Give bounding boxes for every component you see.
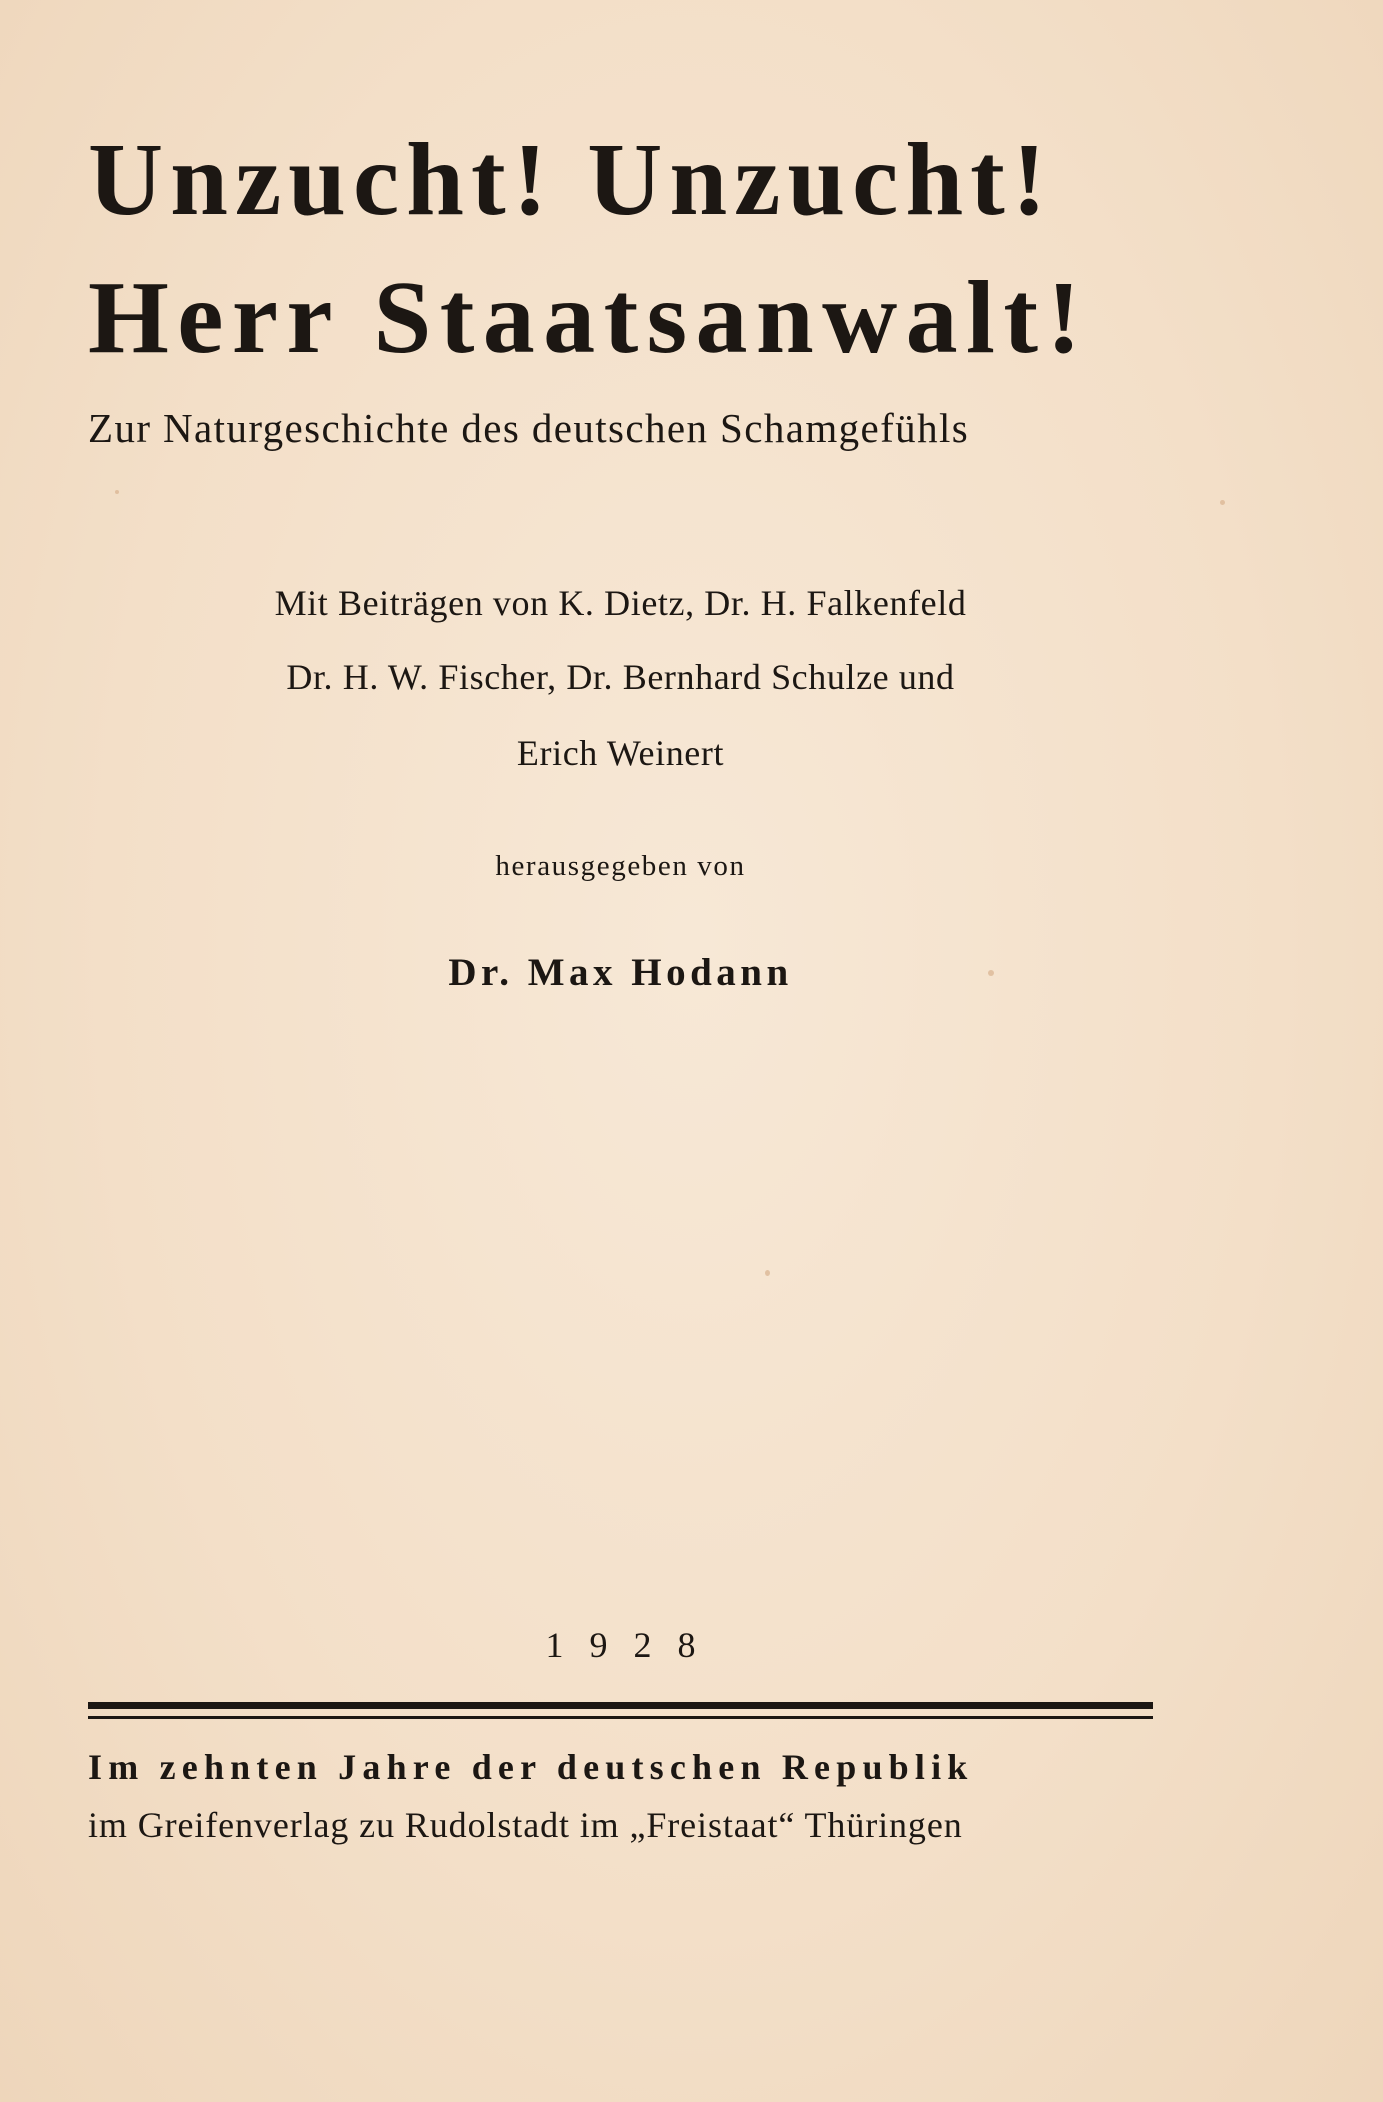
divider-thin	[88, 1716, 1153, 1719]
contributors-line-2: Dr. H. W. Fischer, Dr. Bernhard Schulze und	[286, 657, 955, 697]
imprint-line-1: Im zehnten Jahre der deutschen Republik	[88, 1747, 974, 1787]
book-subtitle: Zur Naturgeschichte des deutschen Schamgefühls	[88, 405, 970, 451]
paper-speck	[1220, 500, 1225, 505]
publication-year: 1928	[545, 1625, 722, 1665]
edited-by-label: herausgegeben von	[495, 850, 746, 882]
divider-thick	[88, 1702, 1153, 1709]
paper-speck	[765, 1270, 770, 1276]
book-title-line-2: Herr Staatsanwalt!	[88, 260, 1090, 375]
editor-name: Dr. Max Hodann	[448, 951, 793, 994]
contributors-line-3: Erich Weinert	[516, 733, 725, 773]
contributors-line-1: Mit Beiträgen von K. Dietz, Dr. H. Falkenfeld	[274, 583, 967, 623]
imprint-line-2: im Greifenverlag zu Rudolstadt im „Freistaat“ Thüringen	[88, 1805, 963, 1845]
book-title-line-1: Unzucht! Unzucht!	[88, 122, 1054, 237]
paper-speck	[115, 490, 119, 494]
